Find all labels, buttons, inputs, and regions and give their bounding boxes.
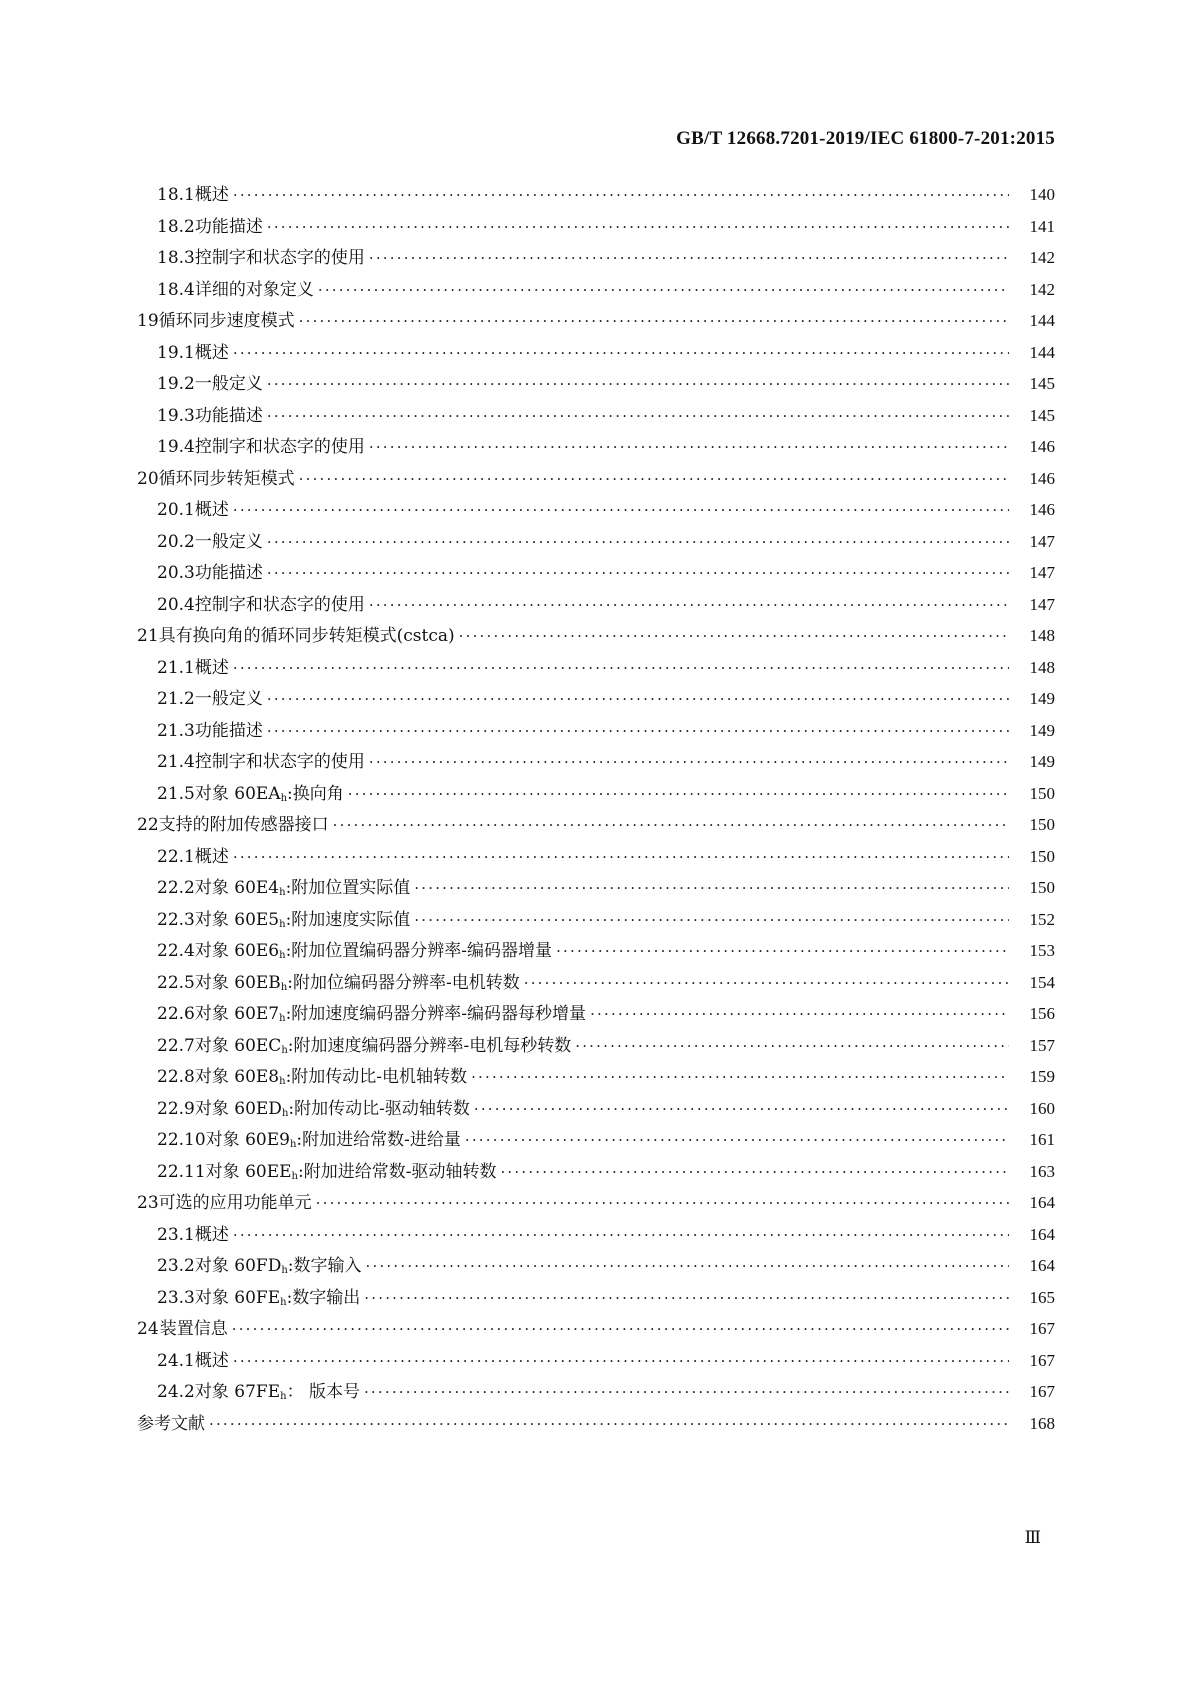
toc-entry-title: 对象 $60E6_h$:附加位置编码器分辨率-编码器增量: [194, 941, 553, 961]
toc-entry[interactable]: [137, 1314, 1055, 1346]
toc-entry[interactable]: [137, 1251, 1055, 1283]
toc-leader-dots: [233, 1226, 1009, 1244]
toc-entry-number: 22.1: [157, 846, 195, 867]
toc-entry-page: 156: [1029, 1004, 1055, 1023]
toc-leader-dots: [471, 1068, 1009, 1086]
toc-entry-title: 功能描述: [194, 720, 263, 741]
toc-entry-number: 23.3: [157, 1287, 195, 1308]
toc-entry-number: 21: [137, 626, 159, 646]
toc-entry-page: 147: [1029, 594, 1055, 614]
toc-entry-title: 概述: [194, 1224, 229, 1245]
toc-leader-dots: [267, 690, 1009, 708]
toc-leader-dots: [369, 753, 1009, 771]
toc-entry-title: 对象 $60FE_h$:数字输出: [194, 1287, 361, 1308]
toc-leader-dots: [233, 501, 1009, 519]
toc-entry-page: 160: [1029, 1098, 1055, 1118]
toc-entry[interactable]: [137, 590, 1055, 622]
toc-entry-title: 详细的对象定义: [194, 279, 314, 300]
toc-leader-dots: [233, 659, 1009, 677]
toc-entry[interactable]: [137, 999, 1055, 1031]
toc-entry[interactable]: [137, 779, 1055, 811]
toc-entry-number: 21.5: [157, 783, 195, 804]
toc-leader-dots: [465, 1131, 1009, 1149]
toc-entry-title: 对象 $60EA_h$:换向角: [194, 783, 344, 804]
toc-leader-dots: [267, 564, 1009, 582]
toc-entry[interactable]: [137, 527, 1055, 559]
toc-leader-dots: [267, 722, 1009, 740]
toc-entry-page: 150: [1029, 846, 1055, 866]
toc-leader-dots: [233, 186, 1009, 204]
toc-leader-dots: [590, 1005, 1009, 1023]
toc-entry[interactable]: [137, 747, 1055, 779]
toc-entry-title: 控制字和状态字的使用: [194, 248, 365, 268]
toc-entry[interactable]: [137, 275, 1055, 307]
toc-leader-dots: [318, 281, 1009, 299]
toc-entry[interactable]: [137, 495, 1055, 527]
toc-leader-dots: [233, 848, 1009, 866]
toc-entry-number: 21.3: [157, 720, 195, 741]
toc-leader-dots: [474, 1100, 1009, 1118]
toc-entry-page: 147: [1029, 531, 1055, 551]
toc-leader-dots: [333, 816, 1009, 834]
toc-entry-number: 22.2: [157, 878, 195, 898]
toc-leader-dots: [233, 344, 1009, 362]
toc-entry[interactable]: [137, 968, 1055, 1000]
toc-leader-dots: [369, 438, 1009, 456]
toc-entry[interactable]: [137, 1157, 1055, 1189]
toc-leader-dots: [366, 1257, 1009, 1275]
toc-entry-page: 145: [1029, 374, 1055, 393]
toc-entry-title: 对象 $60EC_h$:附加速度编码器分辨率-电机每秒转数: [194, 1035, 572, 1056]
toc-entry-page: 149: [1029, 752, 1055, 771]
toc-entry-title: 概述: [194, 342, 229, 363]
toc-entry-page: 146: [1029, 468, 1055, 488]
toc-entry-number: 22.3: [157, 909, 195, 930]
toc-entry-page: 161: [1029, 1130, 1055, 1149]
toc-entry-page: 167: [1029, 1382, 1055, 1401]
toc-entry-page: 148: [1029, 657, 1055, 677]
toc-entry-page: 150: [1029, 783, 1055, 803]
toc-entry-number: 22.6: [157, 1004, 195, 1024]
toc-entry-page: 144: [1029, 342, 1055, 362]
toc-entry-page: 150: [1029, 878, 1055, 897]
toc-leader-dots: [232, 1320, 1009, 1338]
toc-entry-number: 23.2: [157, 1256, 195, 1276]
toc-entry-title: 一般定义: [194, 531, 263, 552]
toc-entry-page: 140: [1029, 185, 1055, 204]
toc-entry-number: 22.4: [157, 941, 195, 961]
toc-entry-number: 20: [137, 468, 159, 489]
toc-entry-title: 对象 $60E8_h$:附加传动比-电机轴转数: [194, 1067, 468, 1087]
toc-entry-page: 146: [1029, 500, 1055, 519]
toc-entry-title: 控制字和状态字的使用: [194, 752, 365, 772]
toc-entry[interactable]: [137, 369, 1055, 401]
toc-entry-title: 对象 $67FE_h$： 版本号: [194, 1382, 360, 1402]
toc-entry[interactable]: [137, 936, 1055, 968]
toc-entry[interactable]: [137, 180, 1055, 212]
toc-leader-dots: [267, 407, 1009, 425]
toc-entry[interactable]: [137, 1094, 1055, 1126]
toc-entry-title: 对象 $60E7_h$:附加速度编码器分辨率-编码器每秒增量: [194, 1004, 587, 1024]
toc-entry-page: 147: [1029, 563, 1055, 582]
toc-entry-title: 一般定义: [194, 374, 263, 394]
toc-entry-page: 144: [1029, 311, 1055, 330]
toc-entry-page: 149: [1029, 689, 1055, 708]
toc-entry-number: 22.9: [157, 1098, 195, 1119]
toc-entry-title: 对象 $60EB_h$:附加位编码器分辨率-电机转数: [194, 972, 520, 993]
toc-entry[interactable]: [137, 401, 1055, 433]
toc-entry-number: 22.8: [157, 1067, 195, 1087]
toc-entry[interactable]: [137, 1377, 1055, 1409]
toc-entry[interactable]: [137, 873, 1055, 905]
toc-entry-number: 22.10: [157, 1130, 206, 1150]
toc-leader-dots: [209, 1415, 1009, 1433]
toc-entry-number: 18.3: [157, 248, 195, 268]
toc-entry-title: 可选的应用功能单元: [158, 1193, 312, 1213]
toc-entry[interactable]: [137, 1409, 1055, 1441]
toc-leader-dots: [233, 1352, 1009, 1370]
page-folio: Ⅲ: [1024, 1528, 1041, 1547]
toc-entry[interactable]: [137, 1188, 1055, 1220]
toc-entry-number: 18.2: [157, 216, 195, 237]
toc-leader-dots: [575, 1037, 1009, 1055]
toc-entry-page: 148: [1029, 626, 1055, 645]
toc-entry[interactable]: [137, 810, 1055, 842]
toc-entry-number: 18.4: [157, 279, 195, 300]
toc-entry-title: 一般定义: [194, 689, 263, 709]
toc-entry-number: 20.3: [157, 563, 195, 583]
toc-entry-page: 167: [1029, 1350, 1055, 1370]
toc-entry-page: 142: [1029, 248, 1055, 267]
toc-entry-title: 对象 $60FD_h$:数字输入: [194, 1256, 362, 1276]
toc-entry-page: 164: [1029, 1193, 1055, 1212]
toc-entry-page: 163: [1029, 1161, 1055, 1181]
toc-leader-dots: [369, 596, 1009, 614]
toc-entry-page: 150: [1029, 815, 1055, 834]
toc-entry-number: 21.1: [157, 657, 195, 678]
toc-entry[interactable]: [137, 716, 1055, 748]
toc-entry[interactable]: [137, 1283, 1055, 1315]
toc-leader-dots: [348, 785, 1009, 803]
toc-leader-dots: [414, 911, 1009, 929]
toc-leader-dots: [524, 974, 1009, 992]
toc-entry[interactable]: [137, 558, 1055, 590]
toc-entry-number: 19.1: [157, 342, 195, 363]
toc-entry[interactable]: [137, 621, 1055, 653]
toc-leader-dots: [364, 1289, 1009, 1307]
toc-entry-page: 142: [1029, 279, 1055, 299]
toc-entry-number: 22: [137, 815, 159, 835]
toc-entry[interactable]: [137, 905, 1055, 937]
toc-entry[interactable]: [137, 1346, 1055, 1378]
toc-entry-title: 对象 $60E4_h$:附加位置实际值: [194, 878, 411, 898]
toc-entry-number: 18.1: [157, 185, 195, 205]
toc-leader-dots: [267, 375, 1009, 393]
table-of-contents: [137, 180, 1055, 1440]
toc-entry-page: 141: [1029, 216, 1055, 236]
toc-entry-number: 21.4: [157, 752, 195, 772]
toc-entry-title: 功能描述: [194, 563, 263, 583]
toc-entry-title: 对象 $60E5_h$:附加速度实际值: [194, 909, 411, 930]
toc-leader-dots: [267, 218, 1009, 236]
document-standard-header: GB/T 12668.7201-2019/IEC 61800-7-201:2015: [676, 128, 1055, 149]
toc-entry-page: 168: [1029, 1413, 1055, 1433]
toc-entry-number: 23: [137, 1193, 159, 1213]
toc-entry-number: 22.11: [157, 1161, 206, 1182]
toc-entry-number: 19: [137, 311, 159, 331]
toc-entry-page: 145: [1029, 405, 1055, 425]
toc-entry-page: 167: [1029, 1319, 1055, 1338]
toc-entry-page: 165: [1029, 1287, 1055, 1307]
toc-entry[interactable]: [137, 1062, 1055, 1094]
toc-entry[interactable]: [137, 1220, 1055, 1252]
toc-entry-page: 154: [1029, 972, 1055, 992]
toc-entry-page: 164: [1029, 1256, 1055, 1275]
toc-leader-dots: [267, 533, 1009, 551]
toc-entry-page: 159: [1029, 1067, 1055, 1086]
toc-entry-number: 20.2: [157, 531, 195, 552]
toc-leader-dots: [414, 879, 1009, 897]
toc-entry[interactable]: [137, 842, 1055, 874]
toc-leader-dots: [500, 1163, 1009, 1181]
toc-leader-dots: [556, 942, 1009, 960]
toc-entry[interactable]: [137, 1125, 1055, 1157]
toc-entry[interactable]: [137, 338, 1055, 370]
toc-entry-number: 20.4: [157, 594, 195, 615]
toc-entry[interactable]: [137, 653, 1055, 685]
toc-entry-title: 控制字和状态字的使用: [194, 437, 365, 457]
toc-entry-title: 循环同步速度模式: [158, 311, 295, 331]
toc-entry-title: 对象 $60E9_h$:附加进给常数-进给量: [205, 1130, 461, 1150]
toc-entry-number: 19.4: [157, 437, 195, 457]
toc-entry-title: 控制字和状态字的使用: [194, 594, 365, 615]
toc-entry-number: 21.2: [157, 689, 195, 709]
toc-entry-number: 19.3: [157, 405, 195, 426]
toc-entry-title: 概述: [194, 500, 229, 520]
toc-entry[interactable]: [137, 684, 1055, 716]
toc-entry-title: 概述: [194, 1350, 229, 1371]
toc-leader-dots: [299, 312, 1009, 330]
toc-entry-number: 24.1: [157, 1350, 195, 1371]
toc-entry-page: 146: [1029, 437, 1055, 456]
toc-leader-dots: [364, 1383, 1009, 1401]
toc-entry[interactable]: [137, 212, 1055, 244]
toc-entry-title: 功能描述: [194, 405, 263, 426]
toc-entry[interactable]: [137, 464, 1055, 496]
toc-leader-dots: [369, 249, 1009, 267]
toc-entry-title: 对象 $60EE_h$:附加进给常数-驱动轴转数: [205, 1161, 497, 1182]
toc-entry[interactable]: [137, 1031, 1055, 1063]
toc-entry-number: 22.7: [157, 1035, 195, 1056]
toc-entry-title: 装置信息: [159, 1319, 228, 1339]
toc-entry-page: 153: [1029, 941, 1055, 960]
toc-entry[interactable]: [137, 306, 1055, 338]
toc-entry-number: 19.2: [157, 374, 195, 394]
toc-entry-title: 概述: [194, 846, 229, 867]
toc-entry-number: 23.1: [157, 1224, 195, 1245]
toc-entry-number: 22.5: [157, 972, 195, 993]
toc-entry-title: 概述: [194, 185, 229, 205]
toc-leader-dots: [316, 1194, 1009, 1212]
toc-entry-number: 24.2: [157, 1382, 195, 1402]
toc-entry-title: 参考文献: [137, 1413, 205, 1434]
toc-entry[interactable]: [137, 432, 1055, 464]
toc-entry-page: 149: [1029, 720, 1055, 740]
toc-entry-title: 支持的附加传感器接口: [158, 815, 329, 835]
toc-entry-page: 152: [1029, 909, 1055, 929]
toc-entry[interactable]: [137, 243, 1055, 275]
toc-entry-title: 概述: [194, 657, 229, 678]
toc-entry-title: 功能描述: [194, 216, 263, 237]
toc-entry-title: 具有换向角的循环同步转矩模式(cstca): [158, 626, 455, 646]
toc-entry-number: 20.1: [157, 500, 195, 520]
toc-leader-dots: [299, 470, 1009, 488]
toc-entry-title: 对象 $60ED_h$:附加传动比-驱动轴转数: [194, 1098, 470, 1119]
toc-entry-page: 164: [1029, 1224, 1055, 1244]
toc-entry-title: 循环同步转矩模式: [158, 468, 295, 489]
toc-leader-dots: [459, 627, 1009, 645]
toc-entry-number: 24: [137, 1319, 159, 1339]
toc-entry-page: 157: [1029, 1035, 1055, 1055]
